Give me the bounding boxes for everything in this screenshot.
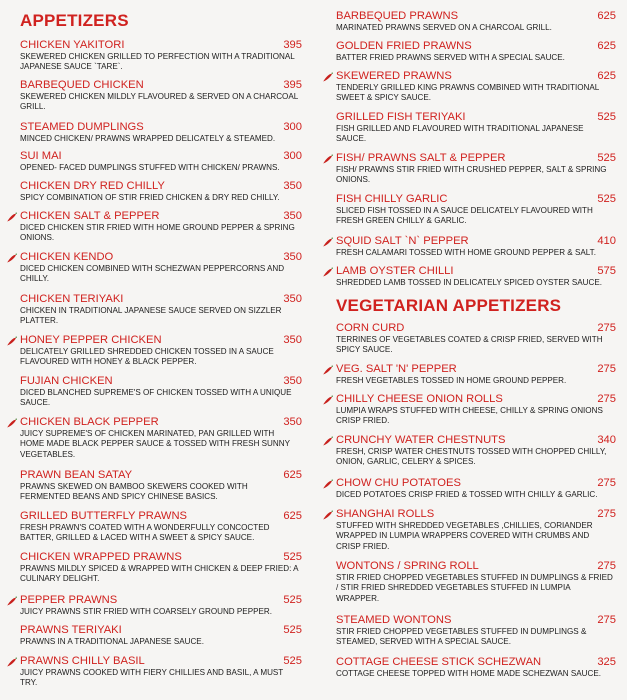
item-description: SKEWERED CHICKEN GRILLED TO PERFECTION WITH A TRADITIONAL JAPANESE SAUCE `TARE`. (20, 52, 295, 72)
item-name: SQUID SALT `N` PEPPER (336, 235, 469, 247)
item-description: SPICY COMBINATION OF STIR FRIED CHICKEN & DRY RED CHILLY. (20, 193, 280, 202)
item-price: 350 (283, 180, 302, 192)
item-price: 275 (597, 614, 616, 626)
item-description: DICED CHICKEN STIR FRIED WITH HOME GROUND PEPPER & SPRING ONIONS. (20, 223, 295, 243)
menu-item (20, 469, 302, 503)
chili-pepper-icon (322, 152, 334, 164)
chili-pepper-icon (6, 334, 18, 346)
appetizers-title: APPETIZERS (20, 11, 129, 30)
item-description: STIR FRIED CHOPPED VEGETABLES STUFFED IN DUMPLINGS & STEAMED, SERVED WITH A SPECIAL SAUCE. (336, 627, 587, 647)
item-price: 395 (283, 39, 302, 51)
item-description: JUICY SUPREME'S OF CHICKEN MARINATED, PAN GRILLED WITH HOME MADE BLACK PEPPER SAUCE & TOSSED WITH FRESH SUNNY VEGETABLES. (20, 429, 290, 459)
item-price: 525 (283, 594, 302, 606)
menu-item (20, 594, 302, 617)
item-description: OPENED- FACED DUMPLINGS STUFFED WITH CHICKEN/ PRAWNS. (20, 163, 280, 172)
chili-pepper-icon (322, 235, 334, 247)
menu-item (336, 434, 616, 468)
item-price: 275 (597, 477, 616, 489)
item-price: 625 (283, 469, 302, 481)
item-price: 275 (597, 322, 616, 334)
item-name: SUI MAI (20, 150, 62, 162)
item-description: FRESH VEGETABLES TOSSED IN HOME GROUND PEPPER. (336, 376, 567, 385)
item-description: FISH/ PRAWNS STIR FRIED WITH CRUSHED PEPPER, SALT & SPRING ONIONS. (336, 165, 607, 185)
item-price: 625 (597, 40, 616, 52)
menu-item (20, 293, 302, 327)
item-description: FRESH PRAWN'S COATED WITH A WONDERFULLY CONCOCTED BATTER, GRILLED & LACED WITH A SWEET & SPICY SAUCE. (20, 523, 270, 543)
item-description: DICED BLANCHED SUPREME'S OF CHICKEN TOSSED WITH A UNIQUE SAUCE. (20, 388, 292, 408)
item-price: 525 (597, 193, 616, 205)
item-description: PRAWNS IN A TRADITIONAL JAPANESE SAUCE. (20, 637, 204, 646)
item-description: PRAWNS MILDLY SPICED & WRAPPED WITH CHICKEN & DEEP FRIED: A CULINARY DELIGHT. (20, 564, 299, 584)
menu-item (336, 70, 616, 104)
item-description: DELICATELY GRILLED SHREDDED CHICKEN TOSSED IN A SAUCE FLAVOURED WITH HONEY & BLACK PEPPER. (20, 347, 274, 367)
item-price: 525 (283, 655, 302, 667)
item-name: COTTAGE CHEESE STICK SCHEZWAN (336, 656, 542, 668)
item-name: LAMB OYSTER CHILLI (336, 265, 454, 277)
item-price: 625 (283, 510, 302, 522)
chili-pepper-icon (6, 594, 18, 606)
item-price: 300 (283, 150, 302, 162)
item-description: SLICED FISH TOSSED IN A SAUCE DELICATELY FLAVOURED WITH FRESH GREEN CHILLY & GARLIC. (336, 206, 593, 226)
item-description: STUFFED WITH SHREDDED VEGETABLES ,CHILLIES, CORIANDER WRAPPED IN LUMPIA WRAPPERS COVERED WITH CRUMBS AND CRISP FRIED. (336, 521, 593, 551)
item-name: STEAMED WONTONS (336, 614, 452, 626)
menu-item (20, 79, 302, 113)
menu-item (20, 210, 302, 244)
chili-pepper-icon (322, 70, 334, 82)
item-price: 350 (283, 375, 302, 387)
item-description: MINCED CHICKEN/ PRAWNS WRAPPED DELICATELY & STEAMED. (20, 134, 276, 143)
item-name: CHICKEN DRY RED CHILLY (20, 180, 165, 192)
item-price: 275 (597, 560, 616, 572)
item-price: 300 (283, 121, 302, 133)
menu-item (20, 251, 302, 285)
item-name: CHICKEN YAKITORI (20, 39, 125, 51)
chili-pepper-icon (322, 265, 334, 277)
chili-pepper-icon (322, 393, 334, 405)
item-price: 340 (597, 434, 616, 446)
menu-item (336, 10, 616, 33)
item-price: 325 (597, 656, 616, 668)
item-name: CHICKEN TERIYAKI (20, 293, 124, 305)
item-description: FRESH CALAMARI TOSSED WITH HOME GROUND PEPPER & SALT. (336, 248, 596, 257)
menu-item (336, 508, 616, 552)
chili-pepper-icon (6, 251, 18, 263)
item-description: CHICKEN IN TRADITIONAL JAPANESE SAUCE SERVED ON SIZZLER PLATTER. (20, 306, 282, 326)
menu-item (336, 322, 616, 356)
menu-item (336, 265, 616, 288)
item-name: GRILLED BUTTERFLY PRAWNS (20, 510, 188, 522)
item-description: TERRINES OF VEGETABLES COATED & CRISP FRIED, SERVED WITH SPICY SAUCE. (336, 335, 603, 355)
item-name: PRAWNS CHILLY BASIL (20, 655, 145, 667)
menu-item (336, 656, 616, 679)
item-name: GRILLED FISH TERIYAKI (336, 111, 466, 123)
item-description: FISH GRILLED AND FLAVOURED WITH TRADITIONAL JAPANESE SAUCE. (336, 124, 584, 144)
chili-pepper-icon (6, 416, 18, 428)
menu-item (336, 560, 616, 604)
item-price: 525 (283, 624, 302, 636)
menu-item (20, 551, 302, 585)
item-name: BARBEQUED PRAWNS (336, 10, 459, 22)
menu-item (20, 655, 302, 689)
chili-pepper-icon (6, 655, 18, 667)
item-description: JUICY PRAWNS COOKED WITH FIERY CHILLIES AND BASIL, A MUST TRY. (20, 668, 284, 688)
menu-item (20, 375, 302, 409)
item-name: CHOW CHU POTATOES (336, 477, 461, 489)
vegetarian-appetizers-title: VEGETARIAN APPETIZERS (336, 296, 562, 315)
item-price: 350 (283, 210, 302, 222)
item-description: MARINATED PRAWNS SERVED ON A CHARCOAL GRILL. (336, 23, 552, 32)
menu-item (20, 39, 302, 73)
chili-pepper-icon (322, 434, 334, 446)
item-price: 525 (283, 551, 302, 563)
item-name: FUJIAN CHICKEN (20, 375, 113, 387)
item-name: BARBEQUED CHICKEN (20, 79, 144, 91)
item-price: 275 (597, 393, 616, 405)
item-description: LUMPIA WRAPS STUFFED WITH CHEESE, CHILLY & SPRING ONIONS CRISP FRIED. (336, 406, 603, 426)
chili-pepper-icon (322, 508, 334, 520)
chili-pepper-icon (6, 210, 18, 222)
item-name: SKEWERED PRAWNS (336, 70, 452, 82)
item-description: COTTAGE CHEESE TOPPED WITH HOME MADE SCHEZWAN SAUCE. (336, 669, 602, 678)
item-price: 350 (283, 293, 302, 305)
item-price: 275 (597, 508, 616, 520)
item-description: FRESH, CRISP WATER CHESTNUTS TOSSED WITH CHOPPED CHILLY, ONION, GARLIC, CELERY & SPICES. (336, 447, 607, 467)
item-name: PEPPER PRAWNS (20, 594, 118, 606)
item-name: PRAWN BEAN SATAY (20, 469, 133, 481)
menu-item (336, 152, 616, 186)
item-description: PRAWNS SKEWED ON BAMBOO SKEWERS COOKED WITH FERMENTED BEANS AND SPICY CHINESE BASICS. (20, 482, 248, 502)
item-price: 625 (597, 10, 616, 22)
item-description: SHREDDED LAMB TOSSED IN DELICATELY SPICED OYSTER SAUCE. (336, 278, 602, 287)
item-name: PRAWNS TERIYAKI (20, 624, 122, 636)
item-name: STEAMED DUMPLINGS (20, 121, 144, 133)
item-name: CRUNCHY WATER CHESTNUTS (336, 434, 506, 446)
menu-item (336, 40, 616, 63)
item-name: GOLDEN FRIED PRAWNS (336, 40, 472, 52)
item-price: 350 (283, 416, 302, 428)
item-name: VEG. SALT 'N' PEPPER (336, 363, 457, 375)
item-price: 525 (597, 152, 616, 164)
item-name: CHICKEN SALT & PEPPER (20, 210, 160, 222)
menu-item (336, 111, 616, 145)
menu-item (336, 193, 616, 227)
item-name: FISH/ PRAWNS SALT & PEPPER (336, 152, 506, 164)
item-name: FISH CHILLY GARLIC (336, 193, 448, 205)
chili-pepper-icon (322, 477, 334, 489)
item-name: SHANGHAI ROLLS (336, 508, 435, 520)
item-price: 395 (283, 79, 302, 91)
item-price: 410 (597, 235, 616, 247)
menu-item (20, 334, 302, 368)
menu-item (336, 363, 616, 386)
chili-pepper-icon (322, 363, 334, 375)
item-description: TENDERLY GRILLED KING PRAWNS COMBINED WITH TRADITIONAL SWEET & SPICY SAUCE. (336, 83, 599, 103)
item-name: WONTONS / SPRING ROLL (336, 560, 479, 572)
menu-item (336, 477, 616, 500)
item-description: SKEWERED CHICKEN MILDLY FLAVOURED & SERVED ON A CHARCOAL GRILL. (20, 92, 298, 112)
item-price: 275 (597, 363, 616, 375)
item-price: 575 (597, 265, 616, 277)
item-name: CORN CURD (336, 322, 405, 334)
menu-item (20, 121, 302, 144)
menu-item (20, 510, 302, 544)
menu-item (336, 393, 616, 427)
menu-item (20, 150, 302, 173)
menu-item (20, 624, 302, 647)
menu-item (336, 235, 616, 258)
item-name: HONEY PEPPER CHICKEN (20, 334, 162, 346)
menu-item (20, 416, 302, 460)
item-description: STIR FRIED CHOPPED VEGETABLES STUFFED IN DUMPLINGS & FRIED / STIR FRIED SHREDDED VEGETABLES STUFFED IN LUMPIA WRAPPER. (336, 573, 613, 603)
item-description: DICED POTATOES CRISP FRIED & TOSSED WITH CHILLY & GARLIC. (336, 490, 598, 499)
item-name: CHILLY CHEESE ONION ROLLS (336, 393, 503, 405)
item-price: 525 (597, 111, 616, 123)
item-name: CHICKEN KENDO (20, 251, 114, 263)
menu-item (20, 180, 302, 203)
menu-item (336, 614, 616, 648)
item-name: CHICKEN BLACK PEPPER (20, 416, 159, 428)
item-price: 625 (597, 70, 616, 82)
item-price: 350 (283, 334, 302, 346)
item-description: JUICY PRAWNS STIR FRIED WITH COARSELY GROUND PEPPER. (20, 607, 272, 616)
item-price: 350 (283, 251, 302, 263)
item-name: CHICKEN WRAPPED PRAWNS (20, 551, 182, 563)
item-description: BATTER FRIED PRAWNS SERVED WITH A SPECIAL SAUCE. (336, 53, 565, 62)
item-description: DICED CHICKEN COMBINED WITH SCHEZWAN PEPPERCORNS AND CHILLY. (20, 264, 285, 284)
